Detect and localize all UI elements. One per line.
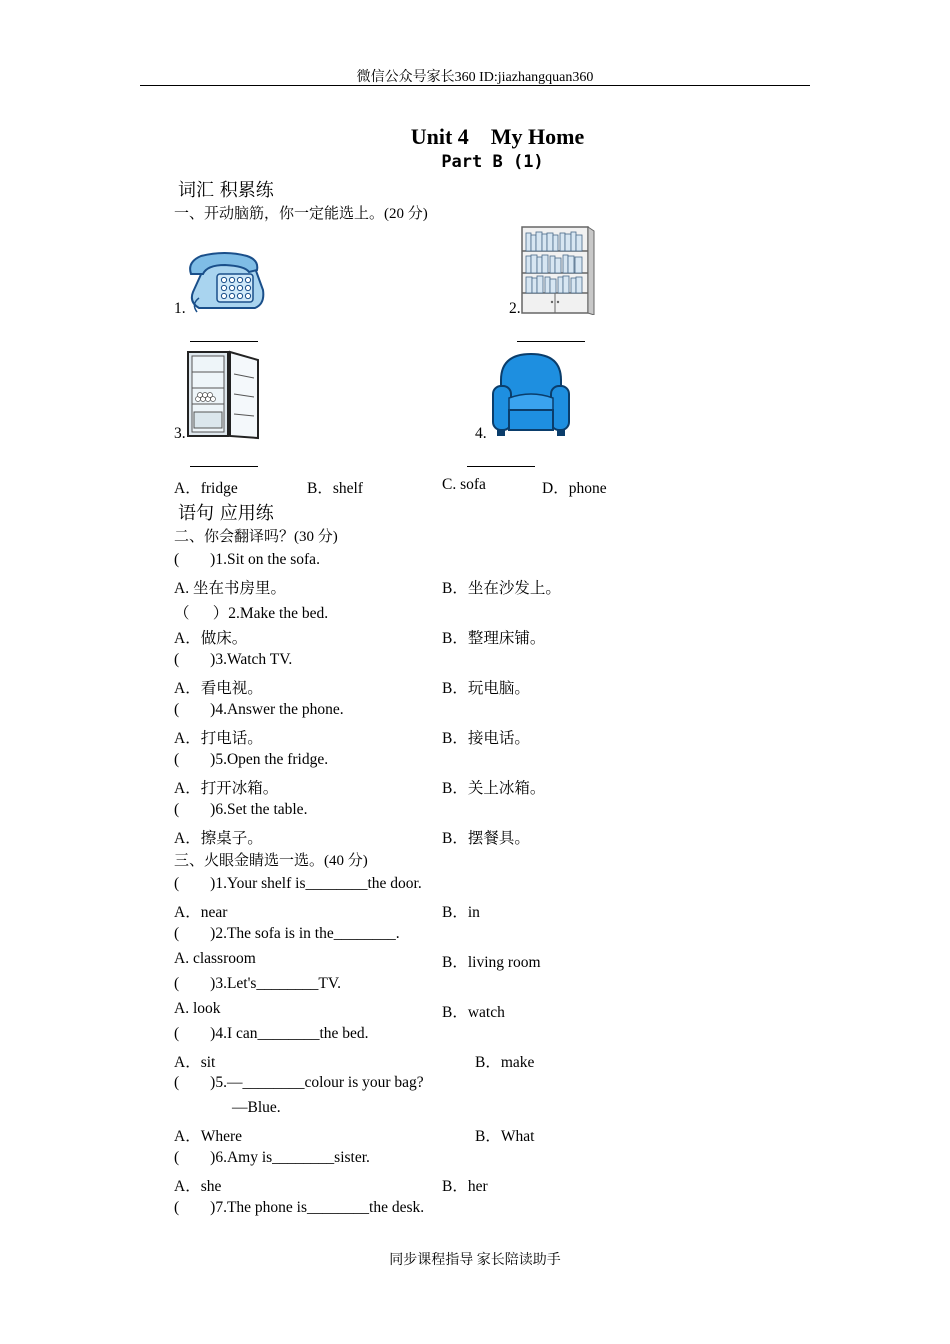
question-3-1: ( )1.Your shelf is________the door. (174, 875, 422, 892)
answer-blank-2[interactable] (517, 331, 585, 342)
question-2-6: ( )6.Set the table. (174, 801, 308, 818)
question-2-4-option-a[interactable]: A．打电话。 (174, 730, 263, 747)
category-vocab: 词汇 积累练 (178, 180, 274, 201)
question-3-2-option-b[interactable]: B．living room (442, 954, 541, 971)
question-2-4-option-b[interactable]: B．接电话。 (442, 730, 530, 747)
question-2-2-option-a[interactable]: A．做床。 (174, 630, 248, 647)
vocab-item-1-number: 1. (174, 300, 186, 317)
section-1-heading: 一、开动脑筋，你一定能选上。 (174, 204, 385, 222)
question-2-1-option-a[interactable]: A. 坐在书房里。 (174, 580, 286, 597)
header-rule (140, 85, 810, 86)
vocab-option-d: D．phone (542, 480, 607, 497)
page-title: Unit 4 My Home (410, 124, 585, 149)
question-3-2-option-a[interactable]: A. classroom (174, 950, 256, 967)
question-2-3-option-b[interactable]: B．玩电脑。 (442, 680, 530, 697)
section-2-heading: 二、你会翻译吗？ (174, 527, 295, 545)
vocab-option-c: C. sofa (442, 476, 486, 493)
bookshelf-icon (520, 225, 596, 315)
question-2-2: （ ）2.Make the bed. (174, 605, 329, 622)
question-2-2-option-b[interactable]: B．整理床铺。 (442, 630, 546, 647)
vocab-item-4-number: 4. (475, 425, 487, 442)
armchair-icon (487, 350, 575, 440)
question-2-5-option-b[interactable]: B．关上冰箱。 (442, 780, 546, 797)
question-2-5: ( )5.Open the fridge. (174, 751, 329, 768)
question-3-3-option-a[interactable]: A. look (174, 1000, 221, 1017)
question-2-6-option-a[interactable]: A．擦桌子。 (174, 830, 263, 847)
telephone-icon (185, 252, 271, 316)
page-subtitle: Part B (1) (441, 152, 544, 172)
question-3-1-option-b[interactable]: B．in (442, 904, 480, 921)
question-3-3-option-b[interactable]: B．watch (442, 1004, 505, 1021)
section-3-points: (40 分) (324, 853, 368, 869)
category-sentence: 语句 应用练 (178, 503, 274, 524)
question-2-6-option-b[interactable]: B．摆餐具。 (442, 830, 530, 847)
question-2-4: ( )4.Answer the phone. (174, 701, 344, 718)
question-3-5: ( )5.—________colour is your bag? (174, 1074, 424, 1091)
answer-blank-3[interactable] (190, 456, 258, 467)
question-3-6: ( )6.Amy is________sister. (174, 1149, 370, 1166)
page-header: 微信公众号家长360 ID:jiazhangquan360 (356, 70, 594, 85)
question-2-3: ( )3.Watch TV. (174, 651, 293, 668)
question-3-6-option-a[interactable]: A．she (174, 1178, 222, 1195)
section-1-points: (20 分) (384, 206, 428, 222)
question-3-5-option-b[interactable]: B．What (475, 1128, 535, 1145)
section-1-title (174, 202, 428, 223)
vocab-item-2-number: 2. (509, 300, 521, 317)
question-3-5-reply: —Blue. (232, 1099, 281, 1116)
question-2-1: ( )1.Sit on the sofa. (174, 551, 320, 568)
section-3-heading: 三、火眼金睛选一选。 (174, 851, 325, 869)
section-3-title (174, 849, 368, 870)
question-3-1-option-a[interactable]: A．near (174, 904, 228, 921)
question-3-3: ( )3.Let's________TV. (174, 975, 341, 992)
vocab-item-3-number: 3. (174, 425, 186, 442)
answer-blank-4[interactable] (467, 456, 535, 467)
fridge-icon (186, 350, 264, 440)
question-3-6-option-b[interactable]: B．her (442, 1178, 488, 1195)
vocab-option-b: B．shelf (307, 480, 363, 497)
question-3-4-option-b[interactable]: B．make (475, 1054, 535, 1071)
question-3-4-option-a[interactable]: A．sit (174, 1054, 216, 1071)
question-2-1-option-b[interactable]: B．坐在沙发上。 (442, 580, 561, 597)
question-3-7: ( )7.The phone is________the desk. (174, 1199, 425, 1216)
section-2-points: (30 分) (294, 529, 338, 545)
question-3-5-option-a[interactable]: A．Where (174, 1128, 242, 1145)
question-2-3-option-a[interactable]: A．看电视。 (174, 680, 263, 697)
section-2-title (174, 525, 338, 546)
vocab-option-a: A．fridge (174, 480, 238, 497)
question-3-4: ( )4.I can________the bed. (174, 1025, 369, 1042)
question-2-5-option-a[interactable]: A．打开冰箱。 (174, 780, 279, 797)
answer-blank-1[interactable] (190, 331, 258, 342)
question-3-2: ( )2.The sofa is in the________. (174, 925, 400, 942)
page-footer: 同步课程指导 家长陪读助手 (389, 1253, 561, 1268)
